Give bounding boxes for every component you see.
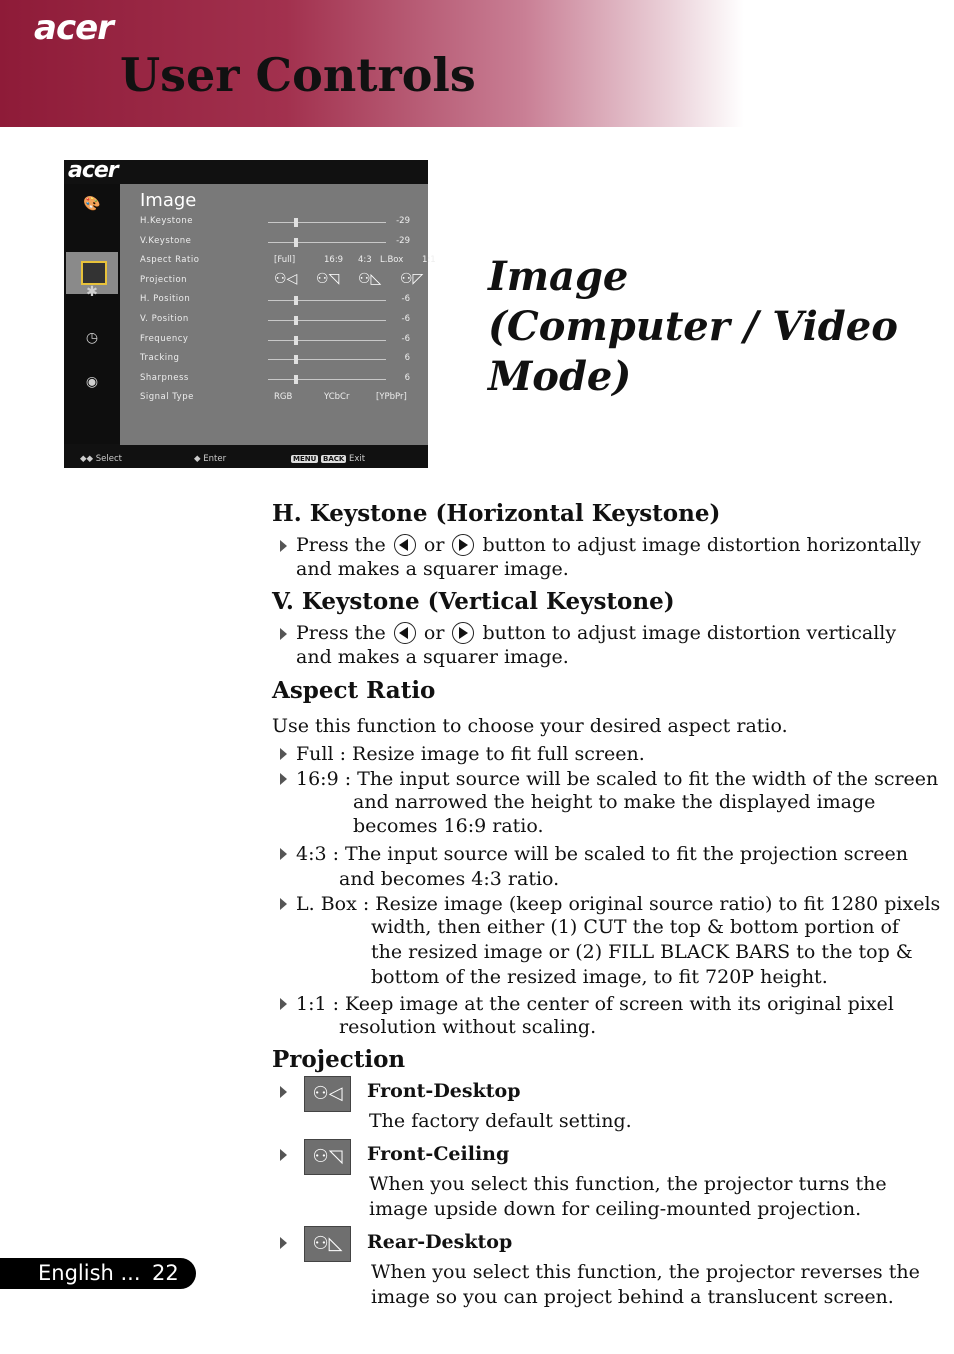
aspect-lbox-text-3: the resized image or (2) FILL BLACK BARS to the top & (371, 941, 913, 963)
bullet-arrow (280, 848, 287, 860)
osd-row-option[interactable]: L.Box (380, 255, 404, 266)
left-arrow-button-icon (394, 622, 416, 644)
aspect-169-text-2: and narrowed the height to make the displayed image (353, 791, 876, 813)
osd-slider-track[interactable] (268, 379, 386, 380)
osd-row-option[interactable]: [YPbPr] (376, 392, 407, 403)
osd-row-value: -6 (401, 294, 410, 305)
osd-slider-track[interactable] (268, 222, 386, 223)
osd-slider-track[interactable] (268, 340, 386, 341)
bullet-arrow (280, 1086, 287, 1098)
rear-desktop-desc-2: image so you can project behind a translucent screen. (371, 1286, 894, 1308)
osd-row-label: H.Keystone (140, 216, 193, 226)
aspect-11-text: 1:1 : Keep image at the center of screen with its original pixel (296, 993, 894, 1015)
bullet-arrow (280, 1149, 287, 1161)
aspect-11-text-2: resolution without scaling. (339, 1016, 597, 1038)
rear-desktop-desc: When you select this function, the projector reverses the (371, 1261, 920, 1283)
osd-menu-title: Image (140, 190, 197, 211)
osd-row-label: Frequency (140, 333, 189, 344)
h-keystone-text-2: and makes a squarer image. (296, 558, 569, 580)
page-number: 22 (152, 1261, 179, 1285)
osd-row-option[interactable]: YCbCr (324, 392, 350, 403)
osd-row-value: -6 (401, 333, 410, 344)
osd-slider-track[interactable] (268, 359, 386, 360)
aspect-lbox-text-4: bottom of the resized image, to fit 720P height. (371, 966, 828, 988)
osd-row-label: V. Position (140, 314, 189, 324)
right-arrow-button-icon (452, 534, 474, 556)
front-desktop-desc: The factory default setting. (369, 1110, 632, 1132)
osd-row[interactable] (140, 353, 420, 367)
projection-mode-icon[interactable]: ⚇◁ (274, 270, 298, 287)
osd-exit-hint: MENU BACK Exit (293, 454, 366, 464)
v-keystone-text-2: and makes a squarer image. (296, 646, 569, 668)
bullet-arrow (280, 773, 287, 785)
front-desktop-icon: ⚇◁ (304, 1076, 351, 1112)
osd-row-option[interactable]: RGB (274, 392, 293, 403)
front-ceiling-icon: ⚇◹ (304, 1139, 351, 1175)
osd-slider-knob[interactable] (294, 336, 298, 345)
osd-slider-track[interactable] (268, 300, 386, 301)
osd-row[interactable] (140, 392, 420, 406)
rear-desktop-icon: ⚇◺ (304, 1226, 351, 1262)
osd-slider-track[interactable] (268, 320, 386, 321)
language-icon: ◉ (85, 374, 99, 390)
osd-row-label: Projection (140, 274, 188, 285)
left-arrow-button-icon (394, 534, 416, 556)
osd-row[interactable] (140, 216, 420, 230)
osd-row[interactable] (140, 270, 424, 289)
osd-row-option[interactable]: 1:1 (422, 255, 436, 266)
timer-clock-icon: ◷ (85, 330, 99, 346)
bullet-arrow (280, 1237, 287, 1249)
projection-mode-icon[interactable]: ⚇◹ (316, 270, 340, 287)
osd-row-label: V.Keystone (140, 235, 192, 246)
osd-row-value: -29 (396, 235, 410, 246)
osd-slider-knob[interactable] (294, 375, 298, 384)
osd-row-label: Signal Type (140, 392, 194, 403)
v-keystone-heading: V. Keystone (Vertical Keystone) (272, 588, 675, 615)
h-keystone-text: Press the or button to adjust image distortion horizontally (296, 534, 921, 556)
osd-select-hint: ◆◆ Select (80, 454, 123, 464)
footer-language: English ... (38, 1261, 141, 1285)
page-title: User Controls (120, 48, 476, 102)
osd-slider-knob[interactable] (294, 316, 298, 325)
bullet-arrow (280, 628, 287, 640)
front-ceiling-desc: When you select this function, the projector turns the (369, 1173, 887, 1195)
osd-row-value: -6 (401, 314, 410, 324)
osd-row-label: H. Position (140, 294, 191, 305)
osd-row[interactable] (140, 294, 420, 308)
osd-row[interactable] (140, 334, 420, 348)
bullet-arrow (280, 748, 287, 760)
osd-row[interactable] (140, 236, 420, 250)
osd-slider-knob[interactable] (294, 238, 298, 247)
settings-wrench-icon: ✱ (86, 284, 98, 300)
aspect-ratio-intro: Use this function to choose your desired aspect ratio. (272, 715, 788, 737)
osd-slider-track[interactable] (268, 242, 386, 243)
aspect-full-text: Full : Resize image to fit full screen. (296, 743, 645, 765)
section-title: Image (Computer / Video Mode) (488, 253, 898, 400)
page-footer (0, 1258, 196, 1289)
osd-row[interactable] (140, 373, 420, 387)
osd-slider-knob[interactable] (294, 355, 298, 364)
osd-panel (120, 184, 436, 445)
osd-row[interactable] (140, 314, 420, 328)
osd-row[interactable] (140, 255, 436, 269)
back-key: BACK (323, 455, 345, 463)
front-desktop-title: Front-Desktop (367, 1080, 521, 1102)
osd-slider-knob[interactable] (294, 218, 298, 227)
projection-mode-icon[interactable]: ⚇◸ (400, 270, 424, 287)
rear-desktop-title: Rear-Desktop (367, 1231, 513, 1253)
osd-footer (64, 445, 428, 468)
osd-row-value: -29 (396, 216, 410, 226)
osd-row-value: 6 (404, 372, 410, 383)
bullet-arrow (280, 540, 287, 552)
h-keystone-heading: H. Keystone (Horizontal Keystone) (272, 500, 721, 527)
osd-sidebar (64, 184, 120, 444)
menu-key: MENU (293, 455, 317, 463)
bullet-arrow (280, 998, 287, 1010)
osd-row-label: Sharpness (140, 372, 189, 383)
aspect-lbox-text: L. Box : Resize image (keep original source ratio) to fit 1280 pixels (296, 893, 941, 915)
osd-enter-hint: ◆ Enter (194, 454, 227, 464)
bullet-arrow (280, 898, 287, 910)
aspect-lbox-text-2: width, then either (1) CUT the top & bottom portion of (371, 916, 899, 938)
osd-slider-knob[interactable] (294, 296, 298, 305)
right-arrow-button-icon (452, 622, 474, 644)
aspect-43-text-2: and becomes 4:3 ratio. (339, 868, 560, 890)
osd-row-value: 6 (404, 353, 410, 364)
osd-row-label: Tracking (140, 353, 180, 364)
aspect-43-text: 4:3 : The input source will be scaled to fit the projection screen (296, 843, 908, 865)
front-ceiling-title: Front-Ceiling (367, 1143, 510, 1165)
acer-logo: acer (34, 8, 113, 48)
osd-menu-screenshot (64, 158, 436, 468)
osd-acer-logo: acer (68, 158, 118, 183)
osd-row-option[interactable]: 16:9 (324, 255, 344, 266)
aspect-ratio-heading: Aspect Ratio (272, 677, 436, 704)
aspect-169-text-3: becomes 16:9 ratio. (353, 815, 544, 837)
v-keystone-text: Press the or button to adjust image distortion vertically (296, 622, 897, 644)
aspect-169-text: 16:9 : The input source will be scaled to fit the width of the screen (296, 768, 939, 790)
osd-row-option[interactable]: 4:3 (358, 255, 372, 266)
osd-row-option[interactable]: [Full] (274, 255, 296, 266)
front-ceiling-desc-2: image upside down for ceiling-mounted projection. (369, 1198, 862, 1220)
projection-mode-icon[interactable]: ⚇◺ (358, 270, 382, 287)
projection-heading: Projection (272, 1046, 406, 1073)
color-palette-icon: 🎨 (83, 196, 101, 212)
osd-row-label: Aspect Ratio (140, 255, 200, 266)
